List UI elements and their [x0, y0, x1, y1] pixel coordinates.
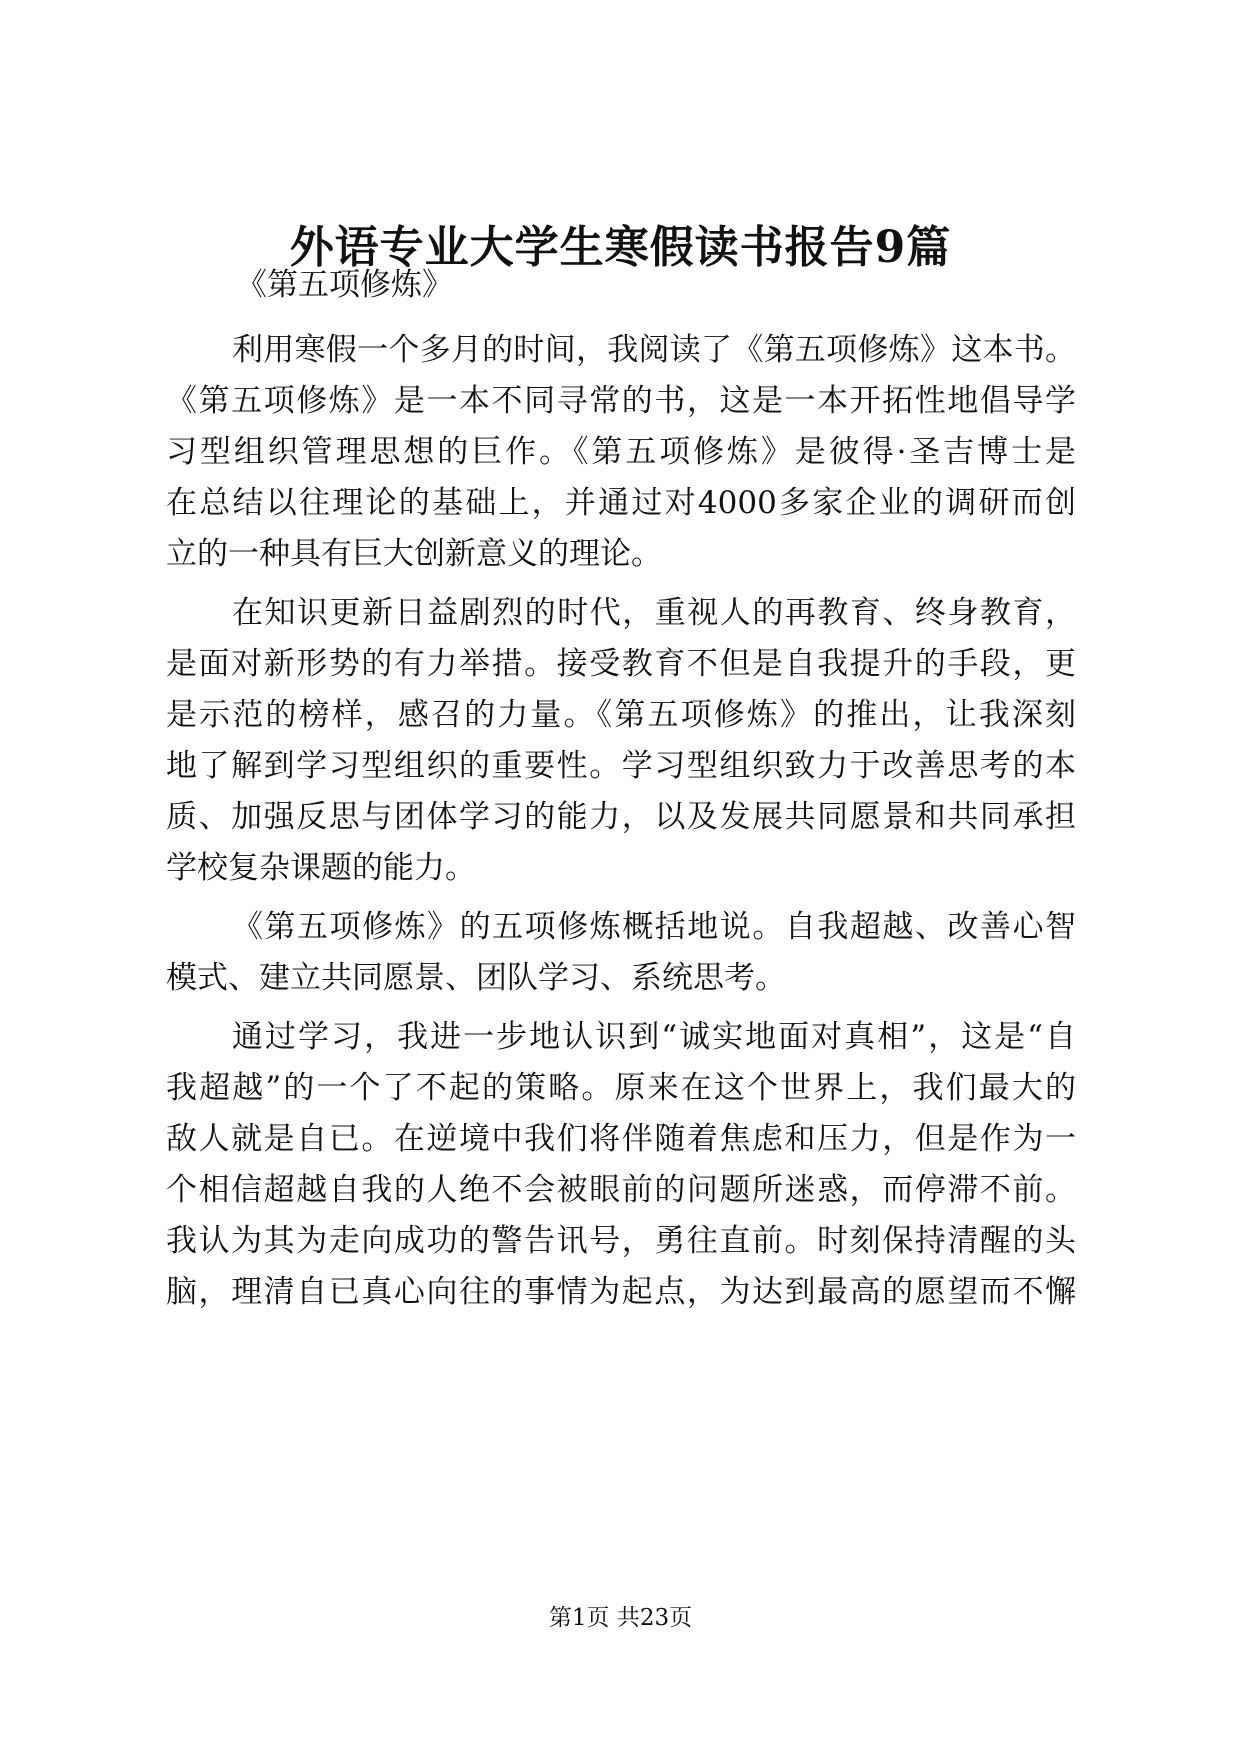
- paragraph-2-line-4: 地了解到学习型组织的重要性。学习型组织致力于改善思考的本: [166, 748, 1076, 784]
- paragraph-2-line-6: 学校复杂课题的能力。: [166, 850, 476, 886]
- paragraph-4-line-6: 脑，理清自已真心向往的事情为起点，为达到最高的愿望而不懈: [166, 1274, 1076, 1310]
- paragraph-2-line-5: 质、加强反思与团体学习的能力，以及发展共同愿景和共同承担: [166, 799, 1076, 835]
- paragraph-4-line-1: 通过学习，我进一步地认识到“诚实地面对真相”，这是“自: [232, 1019, 1076, 1055]
- paragraph-4-line-5: 我认为其为走向成功的警告讯号，勇往直前。时刻保持清醒的头: [166, 1223, 1076, 1259]
- paragraph-1-line-4: 在总结以往理论的基础上，并通过对4000多家企业的调研而创: [166, 485, 1076, 521]
- paragraph-1-line-1: 利用寒假一个多月的时间，我阅读了《第五项修炼》这本书。: [232, 332, 1076, 368]
- page-footer: 第1页 共23页: [548, 1605, 693, 1631]
- paragraph-1-line-2: 《第五项修炼》是一本不同寻常的书，这是一本开拓性地倡导学: [166, 383, 1076, 419]
- paragraph-4-line-3: 敌人就是自已。在逆境中我们将伴随着焦虑和压力，但是作为一: [166, 1121, 1076, 1157]
- paragraph-2-line-2: 是面对新形势的有力举措。接受教育不但是自我提升的手段，更: [166, 646, 1076, 682]
- book-title-line: 《第五项修炼》: [236, 267, 453, 303]
- paragraph-1-line-3: 习型组织管理思想的巨作。《第五项修炼》是彼得·圣吉博士是: [166, 434, 1076, 470]
- paragraph-1-line-5: 立的一种具有巨大创新意义的理论。: [166, 536, 662, 572]
- paragraph-4-line-4: 个相信超越自我的人绝不会被眼前的问题所迷惑，而停滞不前。: [166, 1172, 1076, 1208]
- paragraph-2-line-3: 是示范的榜样，感召的力量。《第五项修炼》的推出，让我深刻: [166, 697, 1076, 733]
- paragraph-2-line-1: 在知识更新日益剧烈的时代，重视人的再教育、终身教育，: [232, 595, 1076, 631]
- paragraph-3-line-1: 《第五项修炼》的五项修炼概括地说。自我超越、改善心智: [232, 909, 1076, 945]
- paragraph-4-line-2: 我超越”的一个了不起的策略。原来在这个世界上，我们最大的: [166, 1070, 1076, 1106]
- document-title: 外语专业大学生寒假读书报告9篇: [289, 222, 952, 273]
- paragraph-3-line-2: 模式、建立共同愿景、团队学习、系统思考。: [166, 960, 786, 996]
